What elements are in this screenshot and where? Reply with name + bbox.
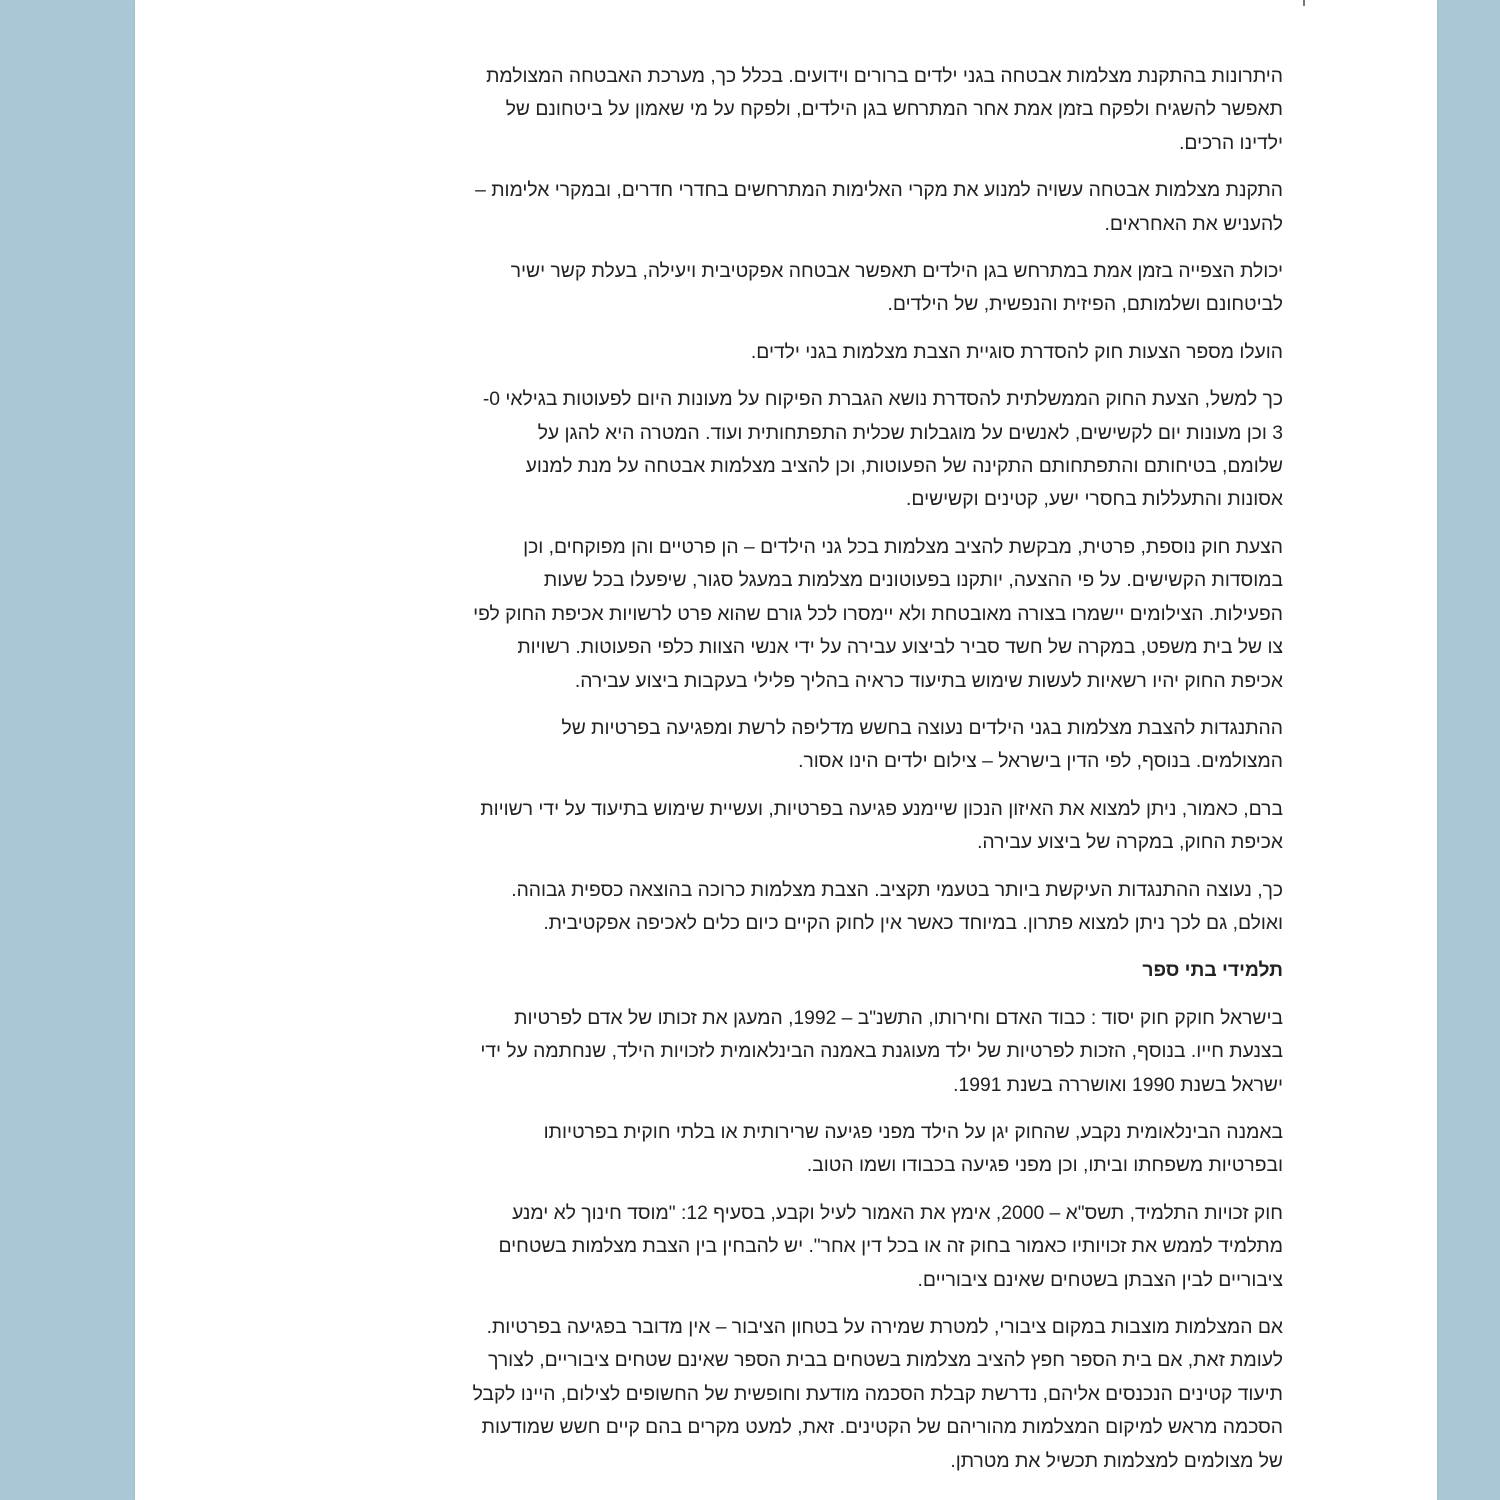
paragraph: הצעת חוק נוספת, פרטית, מבקשת להציב מצלמות בכל גני הילדים – הן פרטיים והן מפוקחים, וכן במוסדות הקשישים. על פי ההצעה, יותקנו בפעוטונים מצלמות במעגל סגור, שיפעלו בכל שעות הפעילות. הצילומים יישמרו בצורה מאובטחת ולא יימסרו לכל גורם שהוא פרט לרשויות אכיפת החוק לפי צו של בית משפט, במקרה של חשד סביר לביצוע עבירה על ידי אנשי הצוות כלפי הפעוטות. רשויות אכיפת החוק יהיו רשאיות לעשות שימוש בתיעוד כראיה בהליך פלילי בעקבות ביצוע עבירה. bbox=[473, 536, 1283, 692]
page-edge-mark bbox=[1303, 0, 1305, 6]
paragraph: כך למשל, הצעת החוק הממשלתית להסדרת נושא הגברת הפיקוח על מעונות היום לפעוטות בגילאי 0- 3 וכן מעונות יום לקשישים, לאנשים על מוגבלות שכלית התפתחותית ועוד. המטרה היא להגן על שלומם, בטיחותם והתפתחותם התקינה של הפעוטות, וכן להציב מצלמות אבטחה על מנת למנוע אסונות והתעללות בחסרי ישע, קטינים וקשישים. bbox=[482, 389, 1283, 511]
paragraph: כך, נעוצה ההתנגדות העיקשת ביותר בטעמי תקציב. הצבת מצלמות כרוכה בהוצאה כספית גבוהה. ואולם, גם לכך ניתן למצוא פתרון. במיוחד כאשר אין לחוק הקיים כיום כלים לאכיפה אפקטיבית. bbox=[511, 879, 1283, 934]
paragraph: ההתנגדות להצבת מצלמות בגני הילדים נעוצה בחשש מדליפה לרשת ומפגיעה בפרטיות של המצולמים. בנוסף, לפי הדין בישראל – צילום ילדים הינו אסור. bbox=[561, 717, 1283, 773]
document-body bbox=[311, 60, 1283, 1492]
document-page bbox=[135, 0, 1437, 1500]
paragraph: באמנה הבינלאומית נקבע, שהחוק יגן על הילד מפני פגיעה שרירותית או בלתי חוקית בפרטיותו ובפרטיות משפחתו וביתו, וכן מפני פגיעה בכבודו ושמו הטוב. bbox=[543, 1121, 1283, 1177]
paragraph: היתרונות בהתקנת מצלמות אבטחה בגני ילדים ברורים וידועים. בכלל כך, מערכת האבטחה המצולמת תאפשר להשגיח ולפקח בזמן אמת אחר המתרחש בגן הילדים, ולפקח על מי שאמון על ביטחונם של ילדינו הרכים. bbox=[486, 66, 1283, 154]
paragraph: התקנת מצלמות אבטחה עשויה למנוע את מקרי האלימות המתרחשים בחדרי חדרים, ובמקרי אלימות – להעניש את האחראים. bbox=[475, 180, 1283, 235]
paragraph: חוק זכויות התלמיד, תשס"א – 2000, אימץ את האמור לעיל וקבע, בסעיף 12: "מוסד חינוך לא ימנע מתלמיד לממש את זכויותיו כאמור בחוק זה או בכל דין אחר". יש להבחין בין הצבת מצלמות בשטחים ציבוריים לבין הצבתן בשטחים שאינם ציבוריים. bbox=[498, 1202, 1283, 1291]
paragraph: יכולת הצפייה בזמן אמת במתרחש בגן הילדים תאפשר אבטחה אפקטיבית ויעילה, בעלת קשר ישיר לביטחונם ושלמותם, הפיזית והנפשית, של הילדים. bbox=[510, 261, 1283, 316]
paragraph: בישראל חוקק חוק יסוד : כבוד האדם וחירותו, התשנ"ב – 1992, המעגן את זכותו של אדם לפרטיות בצנעת חייו. בנוסף, הזכות לפרטיות של ילד מעוגנת באמנה הבינלאומית לזכויות הילד, שנחתמה על ידי ישראל בשנת 1990 ואושררה בשנת 1991. bbox=[480, 1007, 1283, 1096]
paragraph: הועלו מספר הצעות חוק להסדרת סוגיית הצבת מצלמות בגני ילדים. bbox=[750, 341, 1283, 363]
paragraph: ברם, כאמור, ניתן למצוא את האיזון הנכון שיימנע פגיעה בפרטיות, ועשיית שימוש בתיעוד על ידי רשויות אכיפת החוק, במקרה של ביצוע עבירה. bbox=[480, 798, 1283, 854]
paragraph: אם המצלמות מוצבות במקום ציבורי, למטרת שמירה על בטחון הציבור – אין מדובר בפגיעה בפרטיות. לעומת זאת, אם בית הספר חפץ להציב מצלמות בשטחים בבית הספר שאינם שטחים ציבוריים, לצורך תיעוד קטינים הנכנסים אליהם, נדרשת קבלת הסכמה מודעת וחופשית של החשופים לצילום, היינו לקבל הסכמה מראש למיקום המצלמות מהוריהם של הקטינים. זאת, למעט מקרים בהם קיים חשש שמודעות של מצולמים למצלמות תכשיל את מטרתן. bbox=[472, 1317, 1283, 1472]
section-heading: תלמידי בתי ספר bbox=[1142, 960, 1283, 982]
